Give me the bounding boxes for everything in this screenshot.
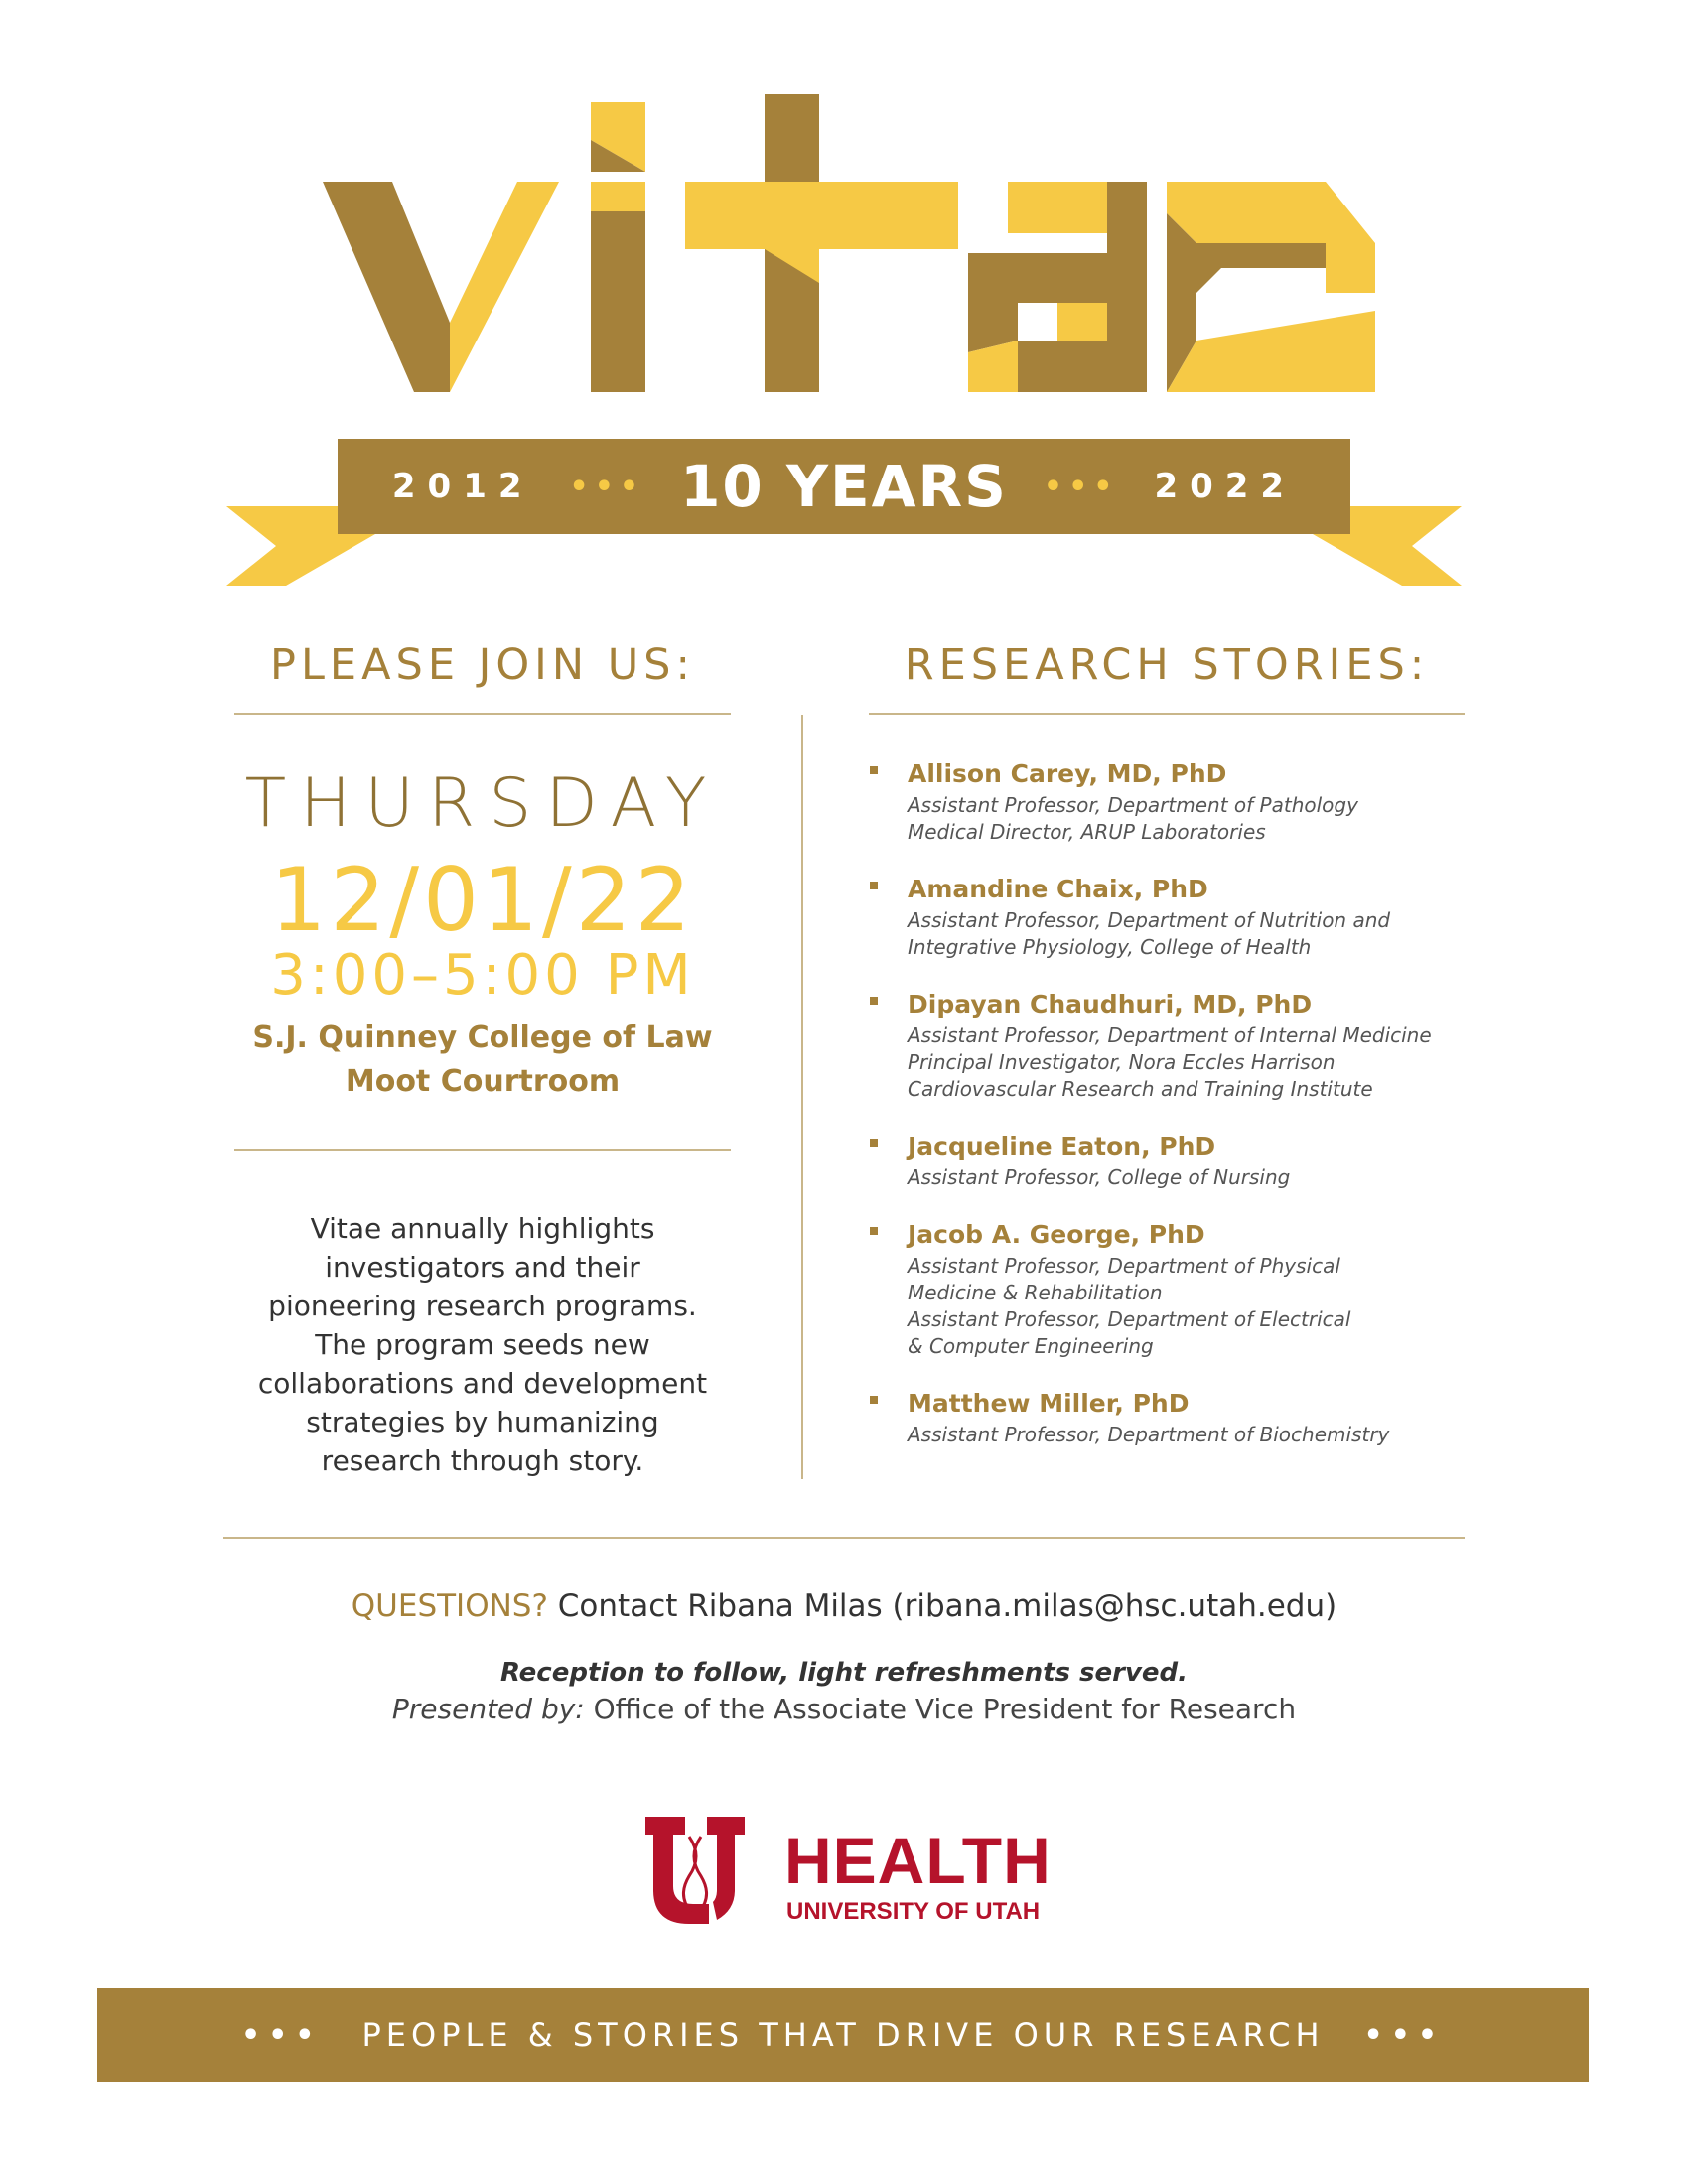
story-role: Medicine & Rehabilitation [908, 1281, 1163, 1304]
story-name: Jacob A. George, PhD [908, 1220, 1205, 1249]
footer-dots-left: ••• [240, 2017, 323, 2053]
story-role: Assistant Professor, Department of Internal Medicine [908, 1024, 1432, 1047]
column-divider [801, 715, 803, 1479]
reception-note: Reception to follow, light refreshments served. [499, 1658, 1189, 1688]
vitae-logo [323, 94, 1375, 392]
venue-line-2: Moot Courtroom [345, 1064, 621, 1099]
story-name: Dipayan Chaudhuri, MD, PhD [908, 990, 1313, 1019]
bullet-icon [870, 1227, 878, 1235]
story-role: Principal Investigator, Nora Eccles Harrison [908, 1050, 1336, 1074]
story-role: Assistant Professor, College of Nursing [908, 1165, 1291, 1189]
presented-by [0, 1693, 1688, 1725]
banner-dots-right: ••• [1043, 469, 1119, 504]
section-divider [223, 1537, 1465, 1539]
story-role: Cardiovascular Research and Training Institute [908, 1077, 1373, 1101]
story-role: Assistant Professor, Department of Nutrition and [908, 908, 1391, 932]
presented-label: Presented by: [391, 1693, 585, 1725]
join-rule-top [234, 713, 731, 715]
presented-text: Office of the Associate Vice President for Research [593, 1693, 1297, 1725]
description-line: research through story. [321, 1444, 644, 1477]
story-item [870, 872, 1466, 961]
bullet-icon [870, 1396, 878, 1404]
stories-rule-top [869, 713, 1465, 715]
questions-label: QUESTIONS? [351, 1588, 548, 1624]
description-line: The program seeds new [315, 1328, 650, 1361]
story-role: Medical Director, ARUP Laboratories [908, 820, 1266, 844]
story-role: Integrative Physiology, College of Health [908, 935, 1312, 959]
program-description [234, 1209, 731, 1480]
description-line: collaborations and development [257, 1367, 708, 1400]
contact-line [0, 1588, 1688, 1624]
footer-dots-right: ••• [1363, 2017, 1446, 2053]
footer-banner [97, 1988, 1589, 2082]
brand-subtitle: UNIVERSITY OF UTAH [786, 1898, 1041, 1925]
story-item [870, 1129, 1466, 1191]
brand-title: HEALTH [784, 1824, 1052, 1897]
story-name: Matthew Miller, PhD [908, 1389, 1190, 1418]
story-role: Assistant Professor, Department of Physical [908, 1254, 1340, 1278]
venue-line-1: S.J. Quinney College of Law [252, 1021, 713, 1055]
description-line: pioneering research programs. [268, 1290, 697, 1322]
bullet-icon [870, 1139, 878, 1147]
description-line: investigators and their [325, 1251, 640, 1284]
story-role: Assistant Professor, Department of Pathology [908, 793, 1358, 817]
start-year: 2012 [391, 467, 534, 506]
university-of-utah-u-icon [645, 1817, 765, 1926]
story-item [870, 1217, 1466, 1360]
event-date: 12/01/22 [270, 849, 695, 951]
join-heading: PLEASE JOIN US: [270, 640, 695, 690]
story-name: Allison Carey, MD, PhD [908, 759, 1227, 788]
contact-text: Contact Ribana Milas (ribana.milas@hsc.utah.edu) [557, 1588, 1337, 1624]
story-item [870, 756, 1466, 846]
story-name: Jacqueline Eaton, PhD [908, 1132, 1216, 1160]
anniversary-banner [338, 439, 1350, 534]
join-rule-bottom [234, 1149, 731, 1151]
stories-list [870, 756, 1466, 1474]
description-line: strategies by humanizing [306, 1406, 659, 1438]
story-item [870, 987, 1466, 1103]
bullet-icon [870, 766, 878, 774]
event-day: THURSDAY [244, 764, 721, 843]
stories-heading: RESEARCH STORIES: [904, 640, 1430, 690]
event-venue [234, 1017, 731, 1104]
story-role: & Computer Engineering [908, 1334, 1154, 1358]
story-name: Amandine Chaix, PhD [908, 875, 1208, 903]
bullet-icon [870, 997, 878, 1005]
footer-tagline: PEOPLE & STORIES THAT DRIVE OUR RESEARCH [361, 2016, 1325, 2054]
story-item [870, 1386, 1466, 1448]
event-time: 3:00–5:00 PM [270, 943, 695, 1008]
banner-title: 10 YEARS [680, 453, 1008, 520]
story-role: Assistant Professor, Department of Biochemistry [908, 1423, 1390, 1446]
description-line: Vitae annually highlights [310, 1212, 655, 1245]
end-year: 2022 [1154, 467, 1297, 506]
story-role: Assistant Professor, Department of Electrical [908, 1307, 1351, 1331]
banner-dots-left: ••• [569, 469, 645, 504]
bullet-icon [870, 882, 878, 889]
